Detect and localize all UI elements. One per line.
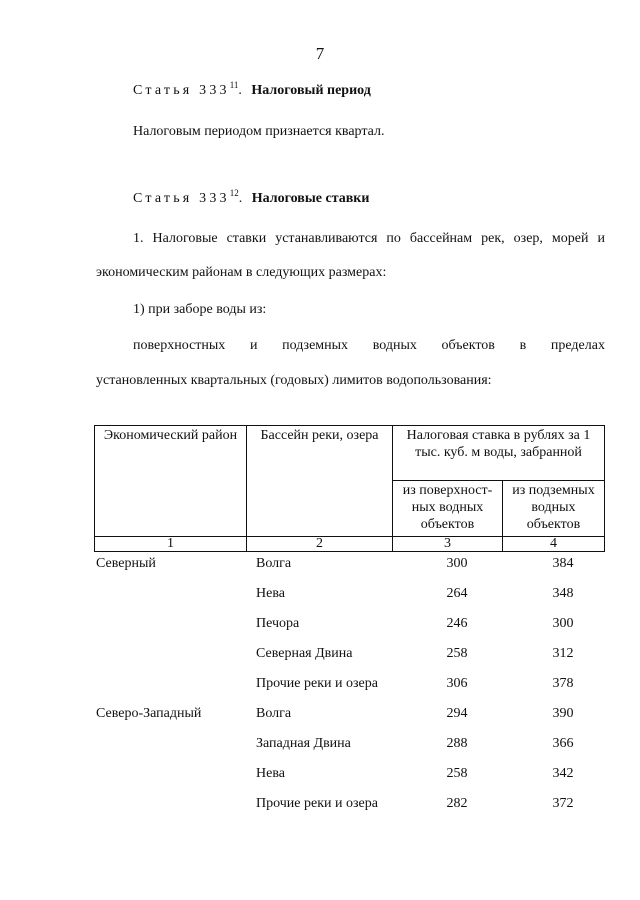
tax-rates-table-header xyxy=(94,425,605,552)
header-underground-water: из подземных водных объектов xyxy=(503,481,605,537)
article-title: Налоговые ставки xyxy=(251,191,370,206)
basin-cell: Прочие реки и озера xyxy=(256,796,378,811)
word: пределах xyxy=(550,338,605,353)
basin-cell: Северная Двина xyxy=(256,646,353,661)
region-cell xyxy=(94,645,248,675)
underground-rate-cell: 348 xyxy=(552,586,574,601)
article-label: Статья 333 xyxy=(133,83,230,98)
region-cell xyxy=(94,615,248,645)
article-dot: . xyxy=(238,83,242,98)
paragraph-1-line-2: экономическим районам в следующих размерах: xyxy=(96,265,387,280)
tax-rates-table-body xyxy=(94,555,614,825)
paragraph-3-line-2: установленных квартальных (годовых) лимитов водопользования: xyxy=(96,373,492,388)
surface-rate-cell: 258 xyxy=(446,646,468,661)
basin-cell: Печора xyxy=(256,616,300,631)
surface-rate-cell: 294 xyxy=(446,706,468,721)
article-label: Статья 333 xyxy=(133,191,230,206)
surface-rate-cell: 246 xyxy=(446,616,468,631)
word: и xyxy=(249,338,258,353)
column-number: 4 xyxy=(503,537,605,552)
table-row xyxy=(94,555,614,585)
underground-rate-cell: 378 xyxy=(552,676,574,691)
table-row xyxy=(94,795,614,825)
table-row xyxy=(94,645,614,675)
article-333-12-heading xyxy=(133,188,369,207)
article-333-11-text: Налоговым периодом признается квартал. xyxy=(133,124,385,139)
article-dot: . xyxy=(238,191,243,206)
surface-rate-cell: 264 xyxy=(446,586,468,601)
surface-rate-cell: 282 xyxy=(446,796,468,811)
table-row xyxy=(94,585,614,615)
column-number: 3 xyxy=(393,537,503,552)
surface-rate-cell: 288 xyxy=(446,736,468,751)
header-surface-water: из поверхност-ных водных объектов xyxy=(393,481,503,537)
header-tax-rate: Налоговая ставка в рублях за 1 тыс. куб. м воды, забранной xyxy=(393,426,605,481)
underground-rate-cell: 390 xyxy=(552,706,574,721)
basin-cell: Нева xyxy=(256,766,285,781)
basin-cell: Волга xyxy=(256,556,292,571)
region-cell xyxy=(94,795,248,825)
underground-rate-cell: 372 xyxy=(552,796,574,811)
word: в xyxy=(519,338,527,353)
region-cell: Северный xyxy=(96,556,156,571)
underground-rate-cell: 384 xyxy=(552,556,574,571)
underground-rate-cell: 312 xyxy=(552,646,574,661)
region-cell xyxy=(94,765,248,795)
table-row xyxy=(94,615,614,645)
article-333-11-heading xyxy=(133,80,371,99)
table-row xyxy=(94,675,614,705)
basin-cell: Волга xyxy=(256,706,292,721)
basin-cell: Западная Двина xyxy=(256,736,351,751)
article-number-superscript: 12 xyxy=(229,188,239,198)
paragraph-1-line-1: 1. Налоговые ставки устанавливаются по бассейнам рек, озер, морей и xyxy=(133,231,605,246)
underground-rate-cell: 366 xyxy=(552,736,574,751)
article-number-superscript: 11 xyxy=(229,80,239,90)
word: объектов xyxy=(441,338,495,353)
region-cell: Северо-Западный xyxy=(96,706,202,721)
page-number: 7 xyxy=(315,44,325,63)
underground-rate-cell: 342 xyxy=(552,766,574,781)
basin-cell: Нева xyxy=(256,586,285,601)
paragraph-3-line-1 xyxy=(133,338,605,354)
word: поверхностных xyxy=(133,338,226,353)
basin-cell: Прочие реки и озера xyxy=(256,676,378,691)
underground-rate-cell: 300 xyxy=(552,616,574,631)
column-number: 1 xyxy=(95,537,247,552)
paragraph-2: 1) при заборе воды из: xyxy=(133,302,267,317)
table-row xyxy=(94,705,614,735)
table-row xyxy=(94,765,614,795)
table-row xyxy=(94,735,614,765)
surface-rate-cell: 306 xyxy=(446,676,468,691)
word: водных xyxy=(372,338,417,353)
region-cell xyxy=(94,585,248,615)
word: подземных xyxy=(282,338,349,353)
header-economic-region: Экономический район xyxy=(95,426,247,537)
column-number: 2 xyxy=(247,537,393,552)
header-basin: Бассейн реки, озера xyxy=(247,426,393,537)
region-cell xyxy=(94,675,248,705)
article-title: Налоговый период xyxy=(251,83,371,98)
surface-rate-cell: 300 xyxy=(446,556,468,571)
region-cell xyxy=(94,735,248,765)
surface-rate-cell: 258 xyxy=(446,766,468,781)
